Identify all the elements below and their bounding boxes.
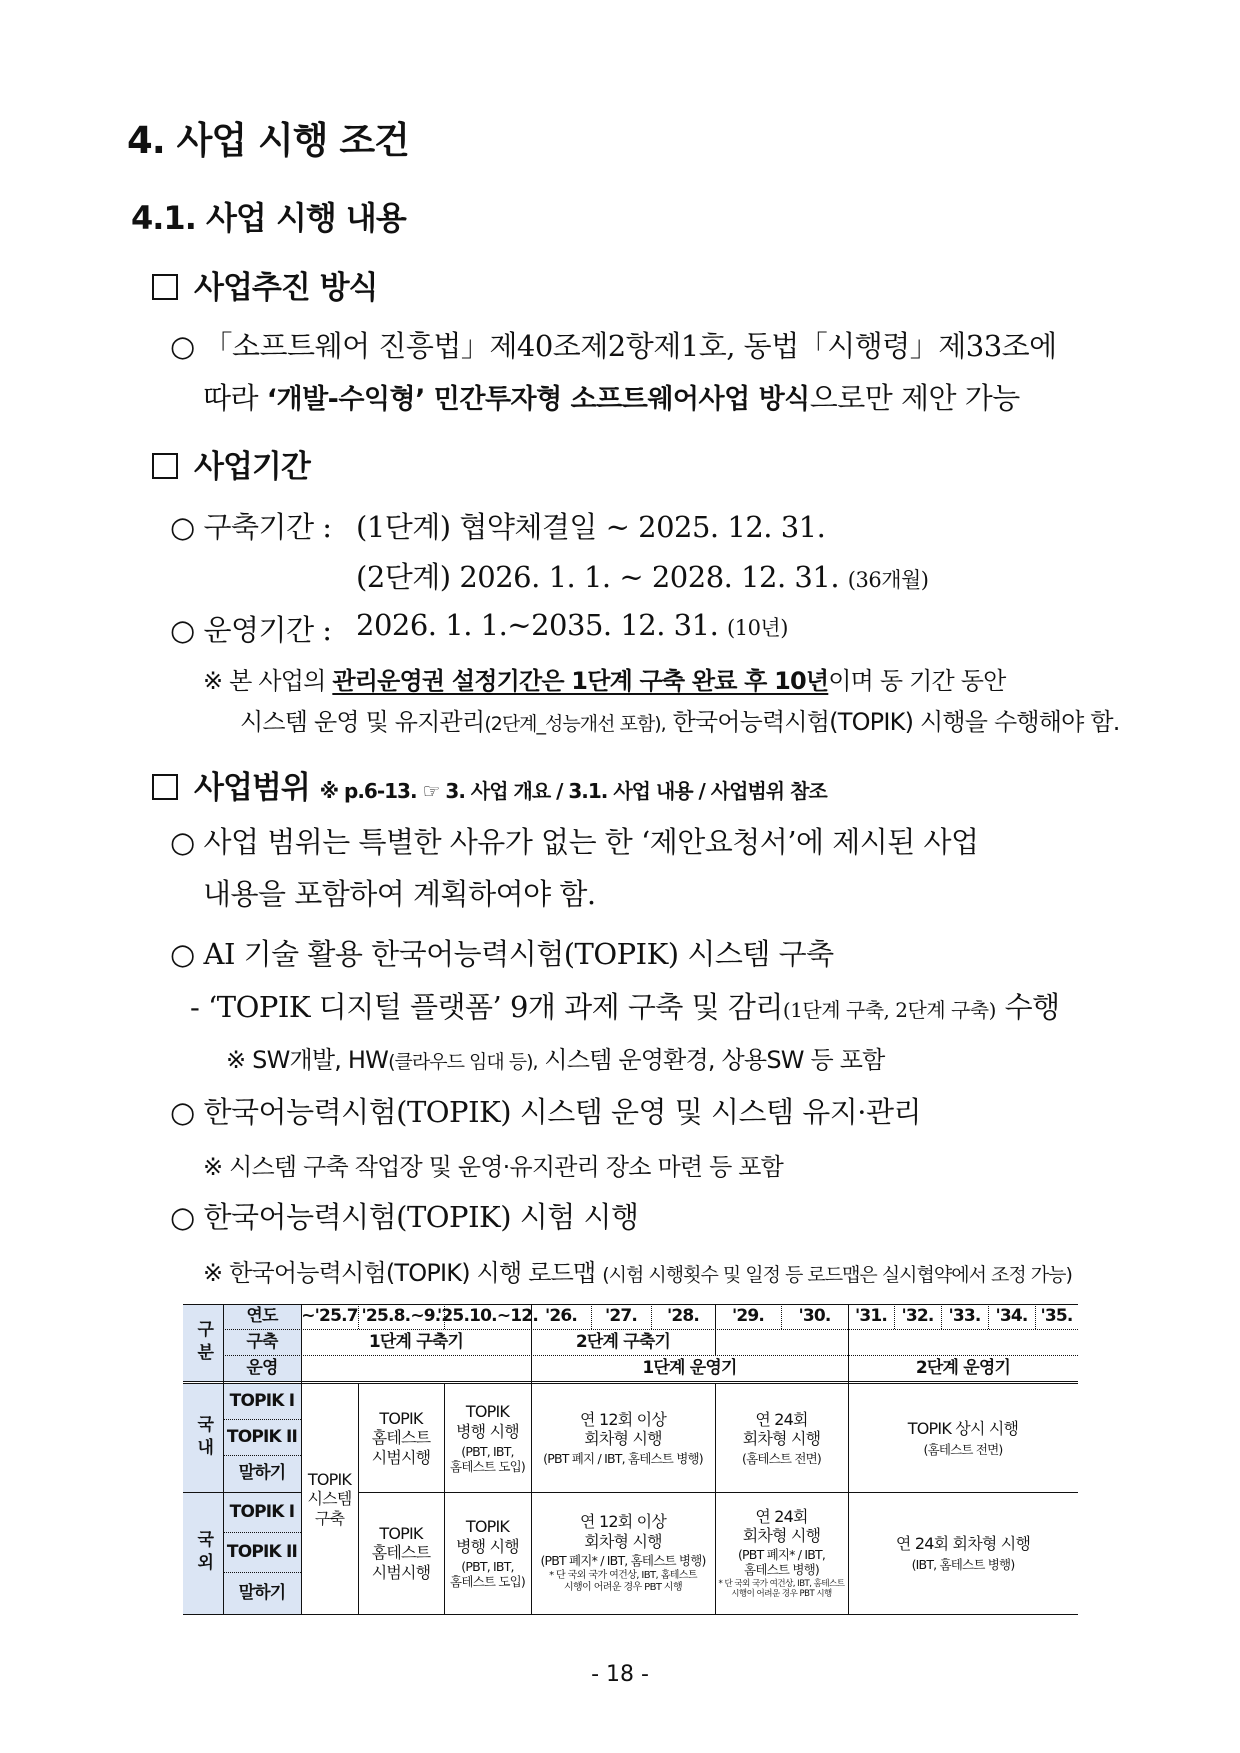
checkbox-square-icon xyxy=(152,453,178,479)
table-rule xyxy=(715,1384,716,1614)
domestic-2029-cell: 연 24회 회차형 시행 (홈테스트 전면) xyxy=(742,1409,821,1467)
table-rule xyxy=(223,1455,301,1456)
table-rule xyxy=(781,1304,782,1329)
table-rule xyxy=(301,1304,302,1614)
year-cell: '33. xyxy=(948,1306,981,1327)
ops-phase2-cell: 2단계 운영기 xyxy=(915,1357,1011,1378)
roadmap-table xyxy=(183,1304,1111,1616)
year-cell: '29. xyxy=(731,1306,765,1327)
build-phase1: (1단계) 협약체결일 ~ 2025. 12. 31. xyxy=(356,510,826,544)
checkbox-square-icon xyxy=(152,274,178,300)
section2-title: 사업기간 xyxy=(152,441,310,486)
table-rule xyxy=(358,1304,359,1329)
row-build-label: 구축 xyxy=(223,1329,301,1355)
domestic-2026-cell: 연 12회 이상 회차형 시행 (PBT 폐지 / IBT, 홈테스트 병행) xyxy=(543,1409,703,1467)
table-rule xyxy=(651,1304,652,1329)
build-phase1-cell: 1단계 구축기 xyxy=(368,1331,464,1352)
table-rule xyxy=(223,1329,1078,1330)
section3-title: 사업범위 ※ p.6-13. ☞ 3. 사업 개요 / 3.1. 사업 내용 / 사업범위 참조 xyxy=(152,762,827,807)
table-rule xyxy=(223,1419,301,1420)
scope-item2-note: ※ SW개발, HW(클라우드 임대 등), 시스템 운영환경, 상용SW 등 포함 xyxy=(226,1046,885,1074)
table-rule xyxy=(223,1572,301,1573)
overseas-speaking: 말하기 xyxy=(223,1572,301,1614)
build-phase2: (2단계) 2026. 1. 1. ~ 2028. 12. 31. (36개월) xyxy=(356,560,929,594)
section1-line2: 따라 ‘개발-수익형’ 민간투자형 소프트웨어사업 방식으로만 제안 가능 xyxy=(203,381,1020,415)
row-year-label: 연도 xyxy=(223,1304,301,1329)
scope-item1: ○ 사업 범위는 특별한 사유가 없는 한 ‘제안요청서’에 제시된 사업 xyxy=(170,825,979,859)
gubun-label: 구분 xyxy=(183,1304,223,1381)
section1-bullet: ○ 「소프트웨어 진흥법」제40조제2항제1호, 동법「시행령」제33조에 xyxy=(170,329,1057,363)
year-cell: '30. xyxy=(798,1306,831,1327)
table-rule xyxy=(941,1304,942,1329)
table-rule xyxy=(444,1304,445,1329)
section1-title: 사업추진 방식 xyxy=(152,262,377,307)
overseas-2031-cell: 연 24회 회차형 시행 (IBT, 홈테스트 병행) xyxy=(895,1534,1031,1572)
table-rule xyxy=(894,1304,895,1329)
year-cell: '31. xyxy=(854,1306,888,1327)
subsection-heading: 4.1. 사업 시행 내용 xyxy=(131,199,406,237)
overseas-parallel-cell: TOPIK 병행 시행 (PBT, IBT, 홈테스트 도입) xyxy=(450,1517,525,1589)
domestic-trial-cell: TOPIK 홈테스트 시범시행 xyxy=(371,1409,431,1467)
year-cell: '32. xyxy=(901,1306,934,1327)
checkbox-square-icon xyxy=(152,774,178,800)
domestic-topik2: TOPIK II xyxy=(223,1419,301,1455)
year-cell: '26. xyxy=(544,1306,578,1327)
overseas-trial-cell: TOPIK 홈테스트 시범시행 xyxy=(371,1524,431,1582)
scope-item3-note: ※ 시스템 구축 작업장 및 운영·유지관리 장소 마련 등 포함 xyxy=(203,1153,784,1181)
table-rule xyxy=(358,1384,359,1614)
scope-item3: ○ 한국어능력시험(TOPIK) 시스템 운영 및 시스템 유지·관리 xyxy=(170,1095,922,1129)
year-cell: '35. xyxy=(1040,1306,1073,1327)
page-number: - 18 - xyxy=(591,1662,649,1687)
table-rule xyxy=(183,1492,301,1493)
year-cell: '28. xyxy=(666,1306,700,1327)
table-rule xyxy=(715,1304,716,1355)
year-cell: '34. xyxy=(995,1306,1028,1327)
section-heading: 4. 사업 시행 조건 xyxy=(127,119,409,162)
year-cell: '27. xyxy=(604,1306,638,1327)
scope-item2-sub: - ‘TOPIK 디지털 플랫폼’ 9개 과제 구축 및 감리(1단계 구축, 2단계 구축) 수행 xyxy=(190,990,1060,1024)
period-note: ※ 본 사업의 관리운영권 설정기간은 1단계 구축 완료 후 10년이며 동 기간 동안 xyxy=(203,667,1006,695)
table-rule xyxy=(988,1304,989,1329)
domestic-2031-cell: TOPIK 상시 시행 (홈테스트 전면) xyxy=(907,1419,1019,1457)
table-rule xyxy=(223,1355,1078,1356)
build-phase2-cell: 2단계 구축기 xyxy=(575,1331,671,1352)
table-border xyxy=(183,1304,1078,1305)
table-rule xyxy=(848,1304,849,1614)
overseas-2029-cell: 연 24회 회차형 시행 (PBT 폐지* / IBT, 홈테스트 병행) * 단 국외 국가 여건상, IBT, 홈테스트 시행이 어려운 경우 PBT 시행 xyxy=(718,1506,845,1600)
build-period-label: ○ 구축기간 : xyxy=(170,510,332,544)
scope-item1-line2: 내용을 포함하여 계획하여야 함. xyxy=(203,877,596,911)
overseas-topik1: TOPIK I xyxy=(223,1492,301,1532)
year-cell: ~'25.7 xyxy=(301,1306,358,1327)
domestic-label: 국내 xyxy=(183,1384,223,1492)
scope-item4: ○ 한국어능력시험(TOPIK) 시험 시행 xyxy=(170,1200,639,1234)
table-rule xyxy=(223,1304,224,1614)
overseas-topik2: TOPIK II xyxy=(223,1532,301,1572)
table-border xyxy=(183,1614,1078,1615)
ops-phase1-cell: 1단계 운영기 xyxy=(642,1357,737,1378)
ops-period: 2026. 1. 1.~2035. 12. 31. (10년) xyxy=(356,608,788,642)
table-rule xyxy=(183,1381,1078,1384)
domestic-topik1: TOPIK I xyxy=(223,1384,301,1419)
year-cell: '25.10.~12. xyxy=(437,1306,538,1327)
overseas-2026-cell: 연 12회 이상 회차형 시행 (PBT 폐지* / IBT, 홈테스트 병행) * 단 국외 국가 여건상, IBT, 홈테스트 시행이 어려운 경우 PBT 시행 xyxy=(540,1512,706,1593)
table-rule xyxy=(531,1304,532,1614)
domestic-speaking: 말하기 xyxy=(223,1455,301,1492)
table-rule xyxy=(358,1492,1078,1493)
year-cell: '25.8.~9. xyxy=(361,1306,441,1327)
table-rule xyxy=(1035,1304,1036,1329)
system-build-cell: TOPIK 시스템 구축 xyxy=(307,1470,352,1528)
table-rule xyxy=(444,1384,445,1614)
overseas-label: 국외 xyxy=(183,1492,223,1614)
scope-item2: ○ AI 기술 활용 한국어능력시험(TOPIK) 시스템 구축 xyxy=(170,937,834,971)
ops-period-label: ○ 운영기간 : xyxy=(170,613,332,647)
row-ops-label: 운영 xyxy=(223,1355,301,1381)
table-rule xyxy=(591,1304,592,1329)
period-note-line2: 시스템 운영 및 유지관리(2단계_성능개선 포함), 한국어능력시험(TOPIK) 시행을 수행해야 함. xyxy=(240,708,1120,736)
domestic-parallel-cell: TOPIK 병행 시행 (PBT, IBT, 홈테스트 도입) xyxy=(450,1402,525,1474)
table-rule xyxy=(223,1532,301,1533)
scope-item4-note: ※ 한국어능력시험(TOPIK) 시행 로드맵 (시험 시행횟수 및 일정 등 로드맵은 실시협약에서 조정 가능) xyxy=(203,1259,1072,1287)
